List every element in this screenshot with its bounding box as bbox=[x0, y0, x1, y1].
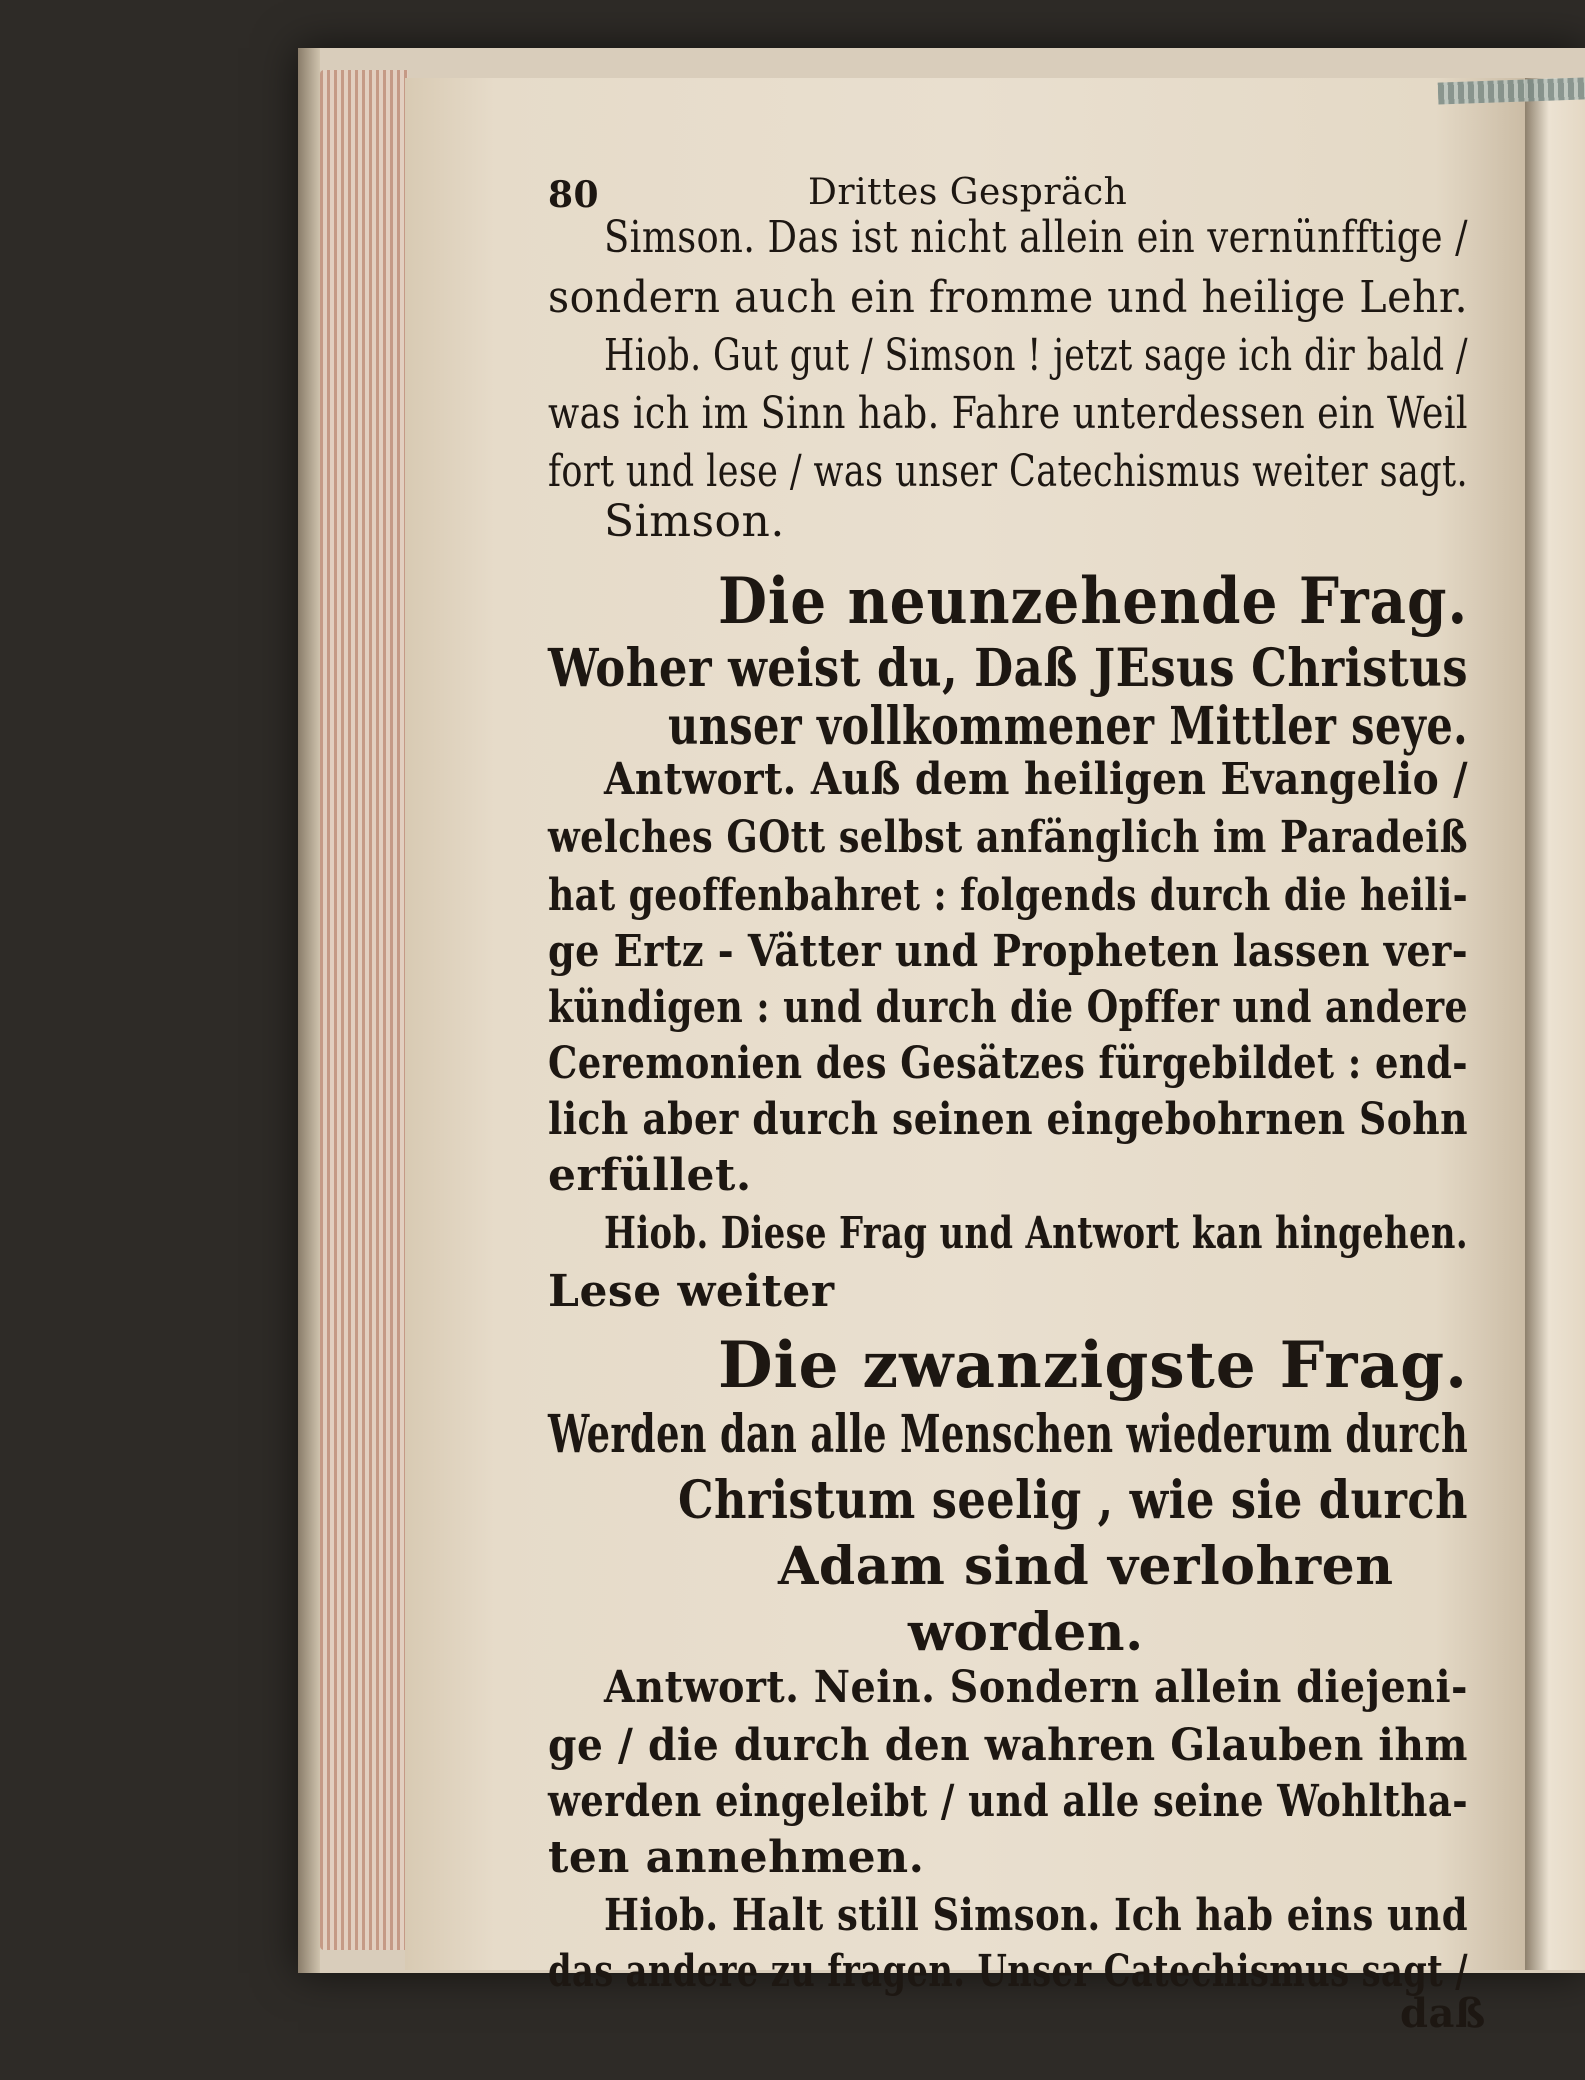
text-line: Hiob. Gut gut / Simson ! jetzt sage ich dir bald / bbox=[604, 330, 1468, 381]
book-cover-edge bbox=[298, 48, 320, 1973]
page-text bbox=[548, 168, 1468, 1997]
text-line: sondern auch ein fromme und heilige Lehr. bbox=[548, 272, 1468, 323]
hiob-line: Hiob. Halt still Simson. Ich hab eins und bbox=[604, 1890, 1468, 1941]
answer-19-line: Antwort. Auß dem heiligen Evangelio / bbox=[604, 754, 1468, 805]
answer-20-line: werden eingeleibt / und alle seine Wohltha- bbox=[548, 1776, 1468, 1827]
answer-19-line: erfüllet. bbox=[548, 1150, 752, 1201]
answer-20-line: ge / die durch den wahren Glauben ihm bbox=[548, 1720, 1468, 1771]
answer-20-line: Antwort. Nein. Sondern allein diejeni- bbox=[604, 1662, 1468, 1713]
page-number: 80 bbox=[548, 174, 600, 216]
text-line: Simson. Das ist nicht allein ein vernünfftige / bbox=[604, 212, 1468, 263]
question-20-title: Die zwanzigste Frag. bbox=[718, 1328, 1468, 1403]
catchword: daß bbox=[1400, 1990, 1486, 2037]
answer-19-line: Ceremonien des Gesätzes fürgebildet : end- bbox=[548, 1038, 1468, 1089]
answer-19-line: lich aber durch seinen eingebohrnen Sohn bbox=[548, 1094, 1468, 1145]
question-20-line: Werden dan alle Menschen wiederum durch bbox=[548, 1404, 1468, 1465]
text-line: fort und lese / was unser Catechismus weiter sagt. bbox=[548, 446, 1468, 497]
question-20-line: Christum seelig , wie sie durch bbox=[678, 1470, 1468, 1531]
answer-20-line: ten annehmen. bbox=[548, 1832, 925, 1883]
book-gutter bbox=[1525, 78, 1585, 1970]
text-line: was ich im Sinn hab. Fahre unterdessen ein Weil bbox=[548, 388, 1468, 439]
question-19-line: unser vollkommener Mittler seye. bbox=[668, 696, 1468, 757]
running-head: Drittes Gespräch bbox=[808, 172, 1128, 213]
answer-19-line: welches GOtt selbst anfänglich im Paradeiß bbox=[548, 812, 1468, 863]
hiob-line: Hiob. Diese Frag und Antwort kan hingehen. bbox=[604, 1208, 1468, 1259]
hiob-line: Lese weiter bbox=[548, 1266, 835, 1317]
question-20-line: Adam sind verlohren bbox=[778, 1536, 1394, 1597]
answer-19-line: kündigen : und durch die Opffer und andere bbox=[548, 982, 1468, 1033]
hiob-line: das andere zu fragen. Unser Catechismus sagt / bbox=[548, 1946, 1468, 1997]
text-line: Simson. bbox=[604, 496, 785, 547]
answer-19-line: hat geoffenbahret : folgends durch die heili- bbox=[548, 870, 1468, 921]
question-19-line: Woher weist du, Daß JEsus Christus bbox=[548, 638, 1468, 699]
page-edges bbox=[320, 70, 408, 1950]
question-20-line: worden. bbox=[908, 1602, 1144, 1663]
answer-19-line: ge Ertz - Vätter und Propheten lassen ver- bbox=[548, 926, 1468, 977]
question-19-title: Die neunzehende Frag. bbox=[718, 564, 1468, 639]
